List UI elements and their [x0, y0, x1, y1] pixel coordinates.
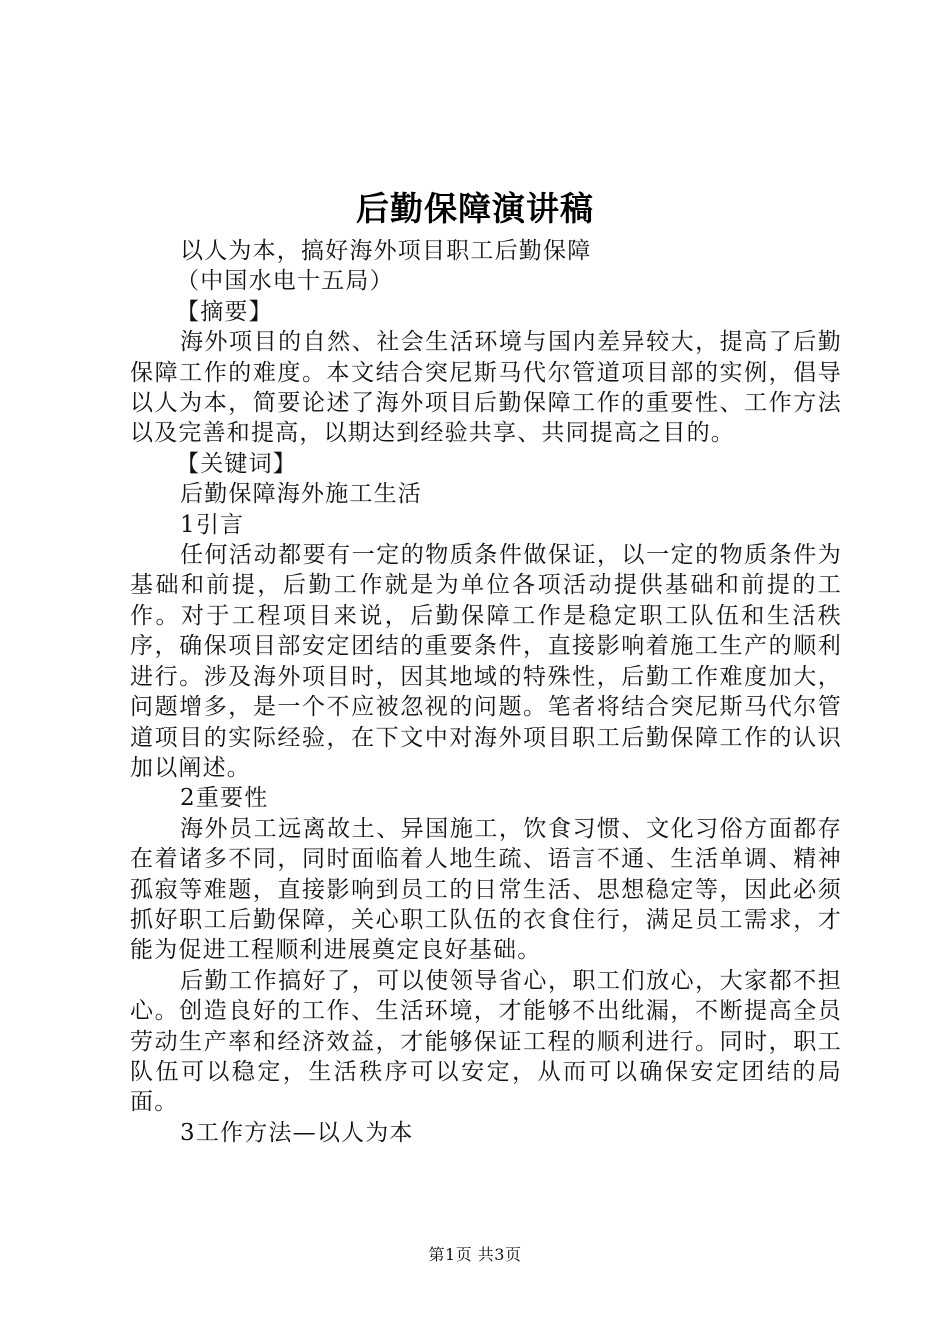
paragraph-abstract-label: 【摘要】	[176, 298, 273, 325]
paragraph-keywords: 后勤保障海外施工生活	[180, 481, 422, 508]
paragraph-organization: （中国水电十五局）	[176, 268, 394, 295]
section-heading-intro: 1引言	[180, 511, 245, 538]
paragraph-intro: 任何活动都要有一定的物质条件做保证，以一定的物质条件为基础和前提，后勤工作就是为单位各项活动提供基础和前提的工作。对于工程项目来说，后勤保障工作是稳定职工队伍和生活秩序，确保项目部安定团结的重要条件，直接影响着施工生产的顺利进行。涉及海外项目时，因其地域的特殊性，后勤工作难度加大，问题增多，是一个不应被忽视的问题。笔者将结合突尼斯马代尔管道项目的实际经验，在下文中对海外项目职工后勤保障工作的认识加以阐述。	[130, 542, 842, 781]
paragraph-importance-2: 后勤工作搞好了，可以使领导省心，职工们放心，大家都不担心。创造良好的工作、生活环境，才能够不出纰漏，不断提高全员劳动生产率和经济效益，才能够保证工程的顺利进行。同时，职工队伍可以稳定，生活秩序可以安定，从而可以确保安定团结的局面。	[130, 967, 842, 1116]
section-heading-importance: 2重要性	[180, 785, 269, 812]
page-footer: 第1页 共3页	[428, 1245, 522, 1264]
paragraph-importance-1: 海外员工远离故土、异国施工，饮食习惯、文化习俗方面都存在着诸多不同，同时面临着人地生疏、语言不通、生活单调、精神孤寂等难题，直接影响到员工的日常生活、思想稳定等，因此必须抓好职工后勤保障，关心职工队伍的衣食住行，满足员工需求，才能为促进工程顺利进展奠定良好基础。	[130, 815, 842, 964]
paragraph-keywords-label: 【关键词】	[176, 450, 297, 477]
document-title: 后勤保障演讲稿	[356, 189, 594, 228]
paragraph-abstract: 海外项目的自然、社会生活环境与国内差异较大，提高了后勤保障工作的难度。本文结合突尼斯马代尔管道项目部的实例，倡导以人为本，简要论述了海外项目后勤保障工作的重要性、工作方法以及完善和提高，以期达到经验共享、共同提高之目的。	[130, 329, 842, 447]
section-heading-methods: 3工作方法—以人为本	[180, 1119, 414, 1146]
document-body	[130, 236, 842, 1148]
paragraph-subtitle: 以人为本，搞好海外项目职工后勤保障	[180, 238, 592, 264]
